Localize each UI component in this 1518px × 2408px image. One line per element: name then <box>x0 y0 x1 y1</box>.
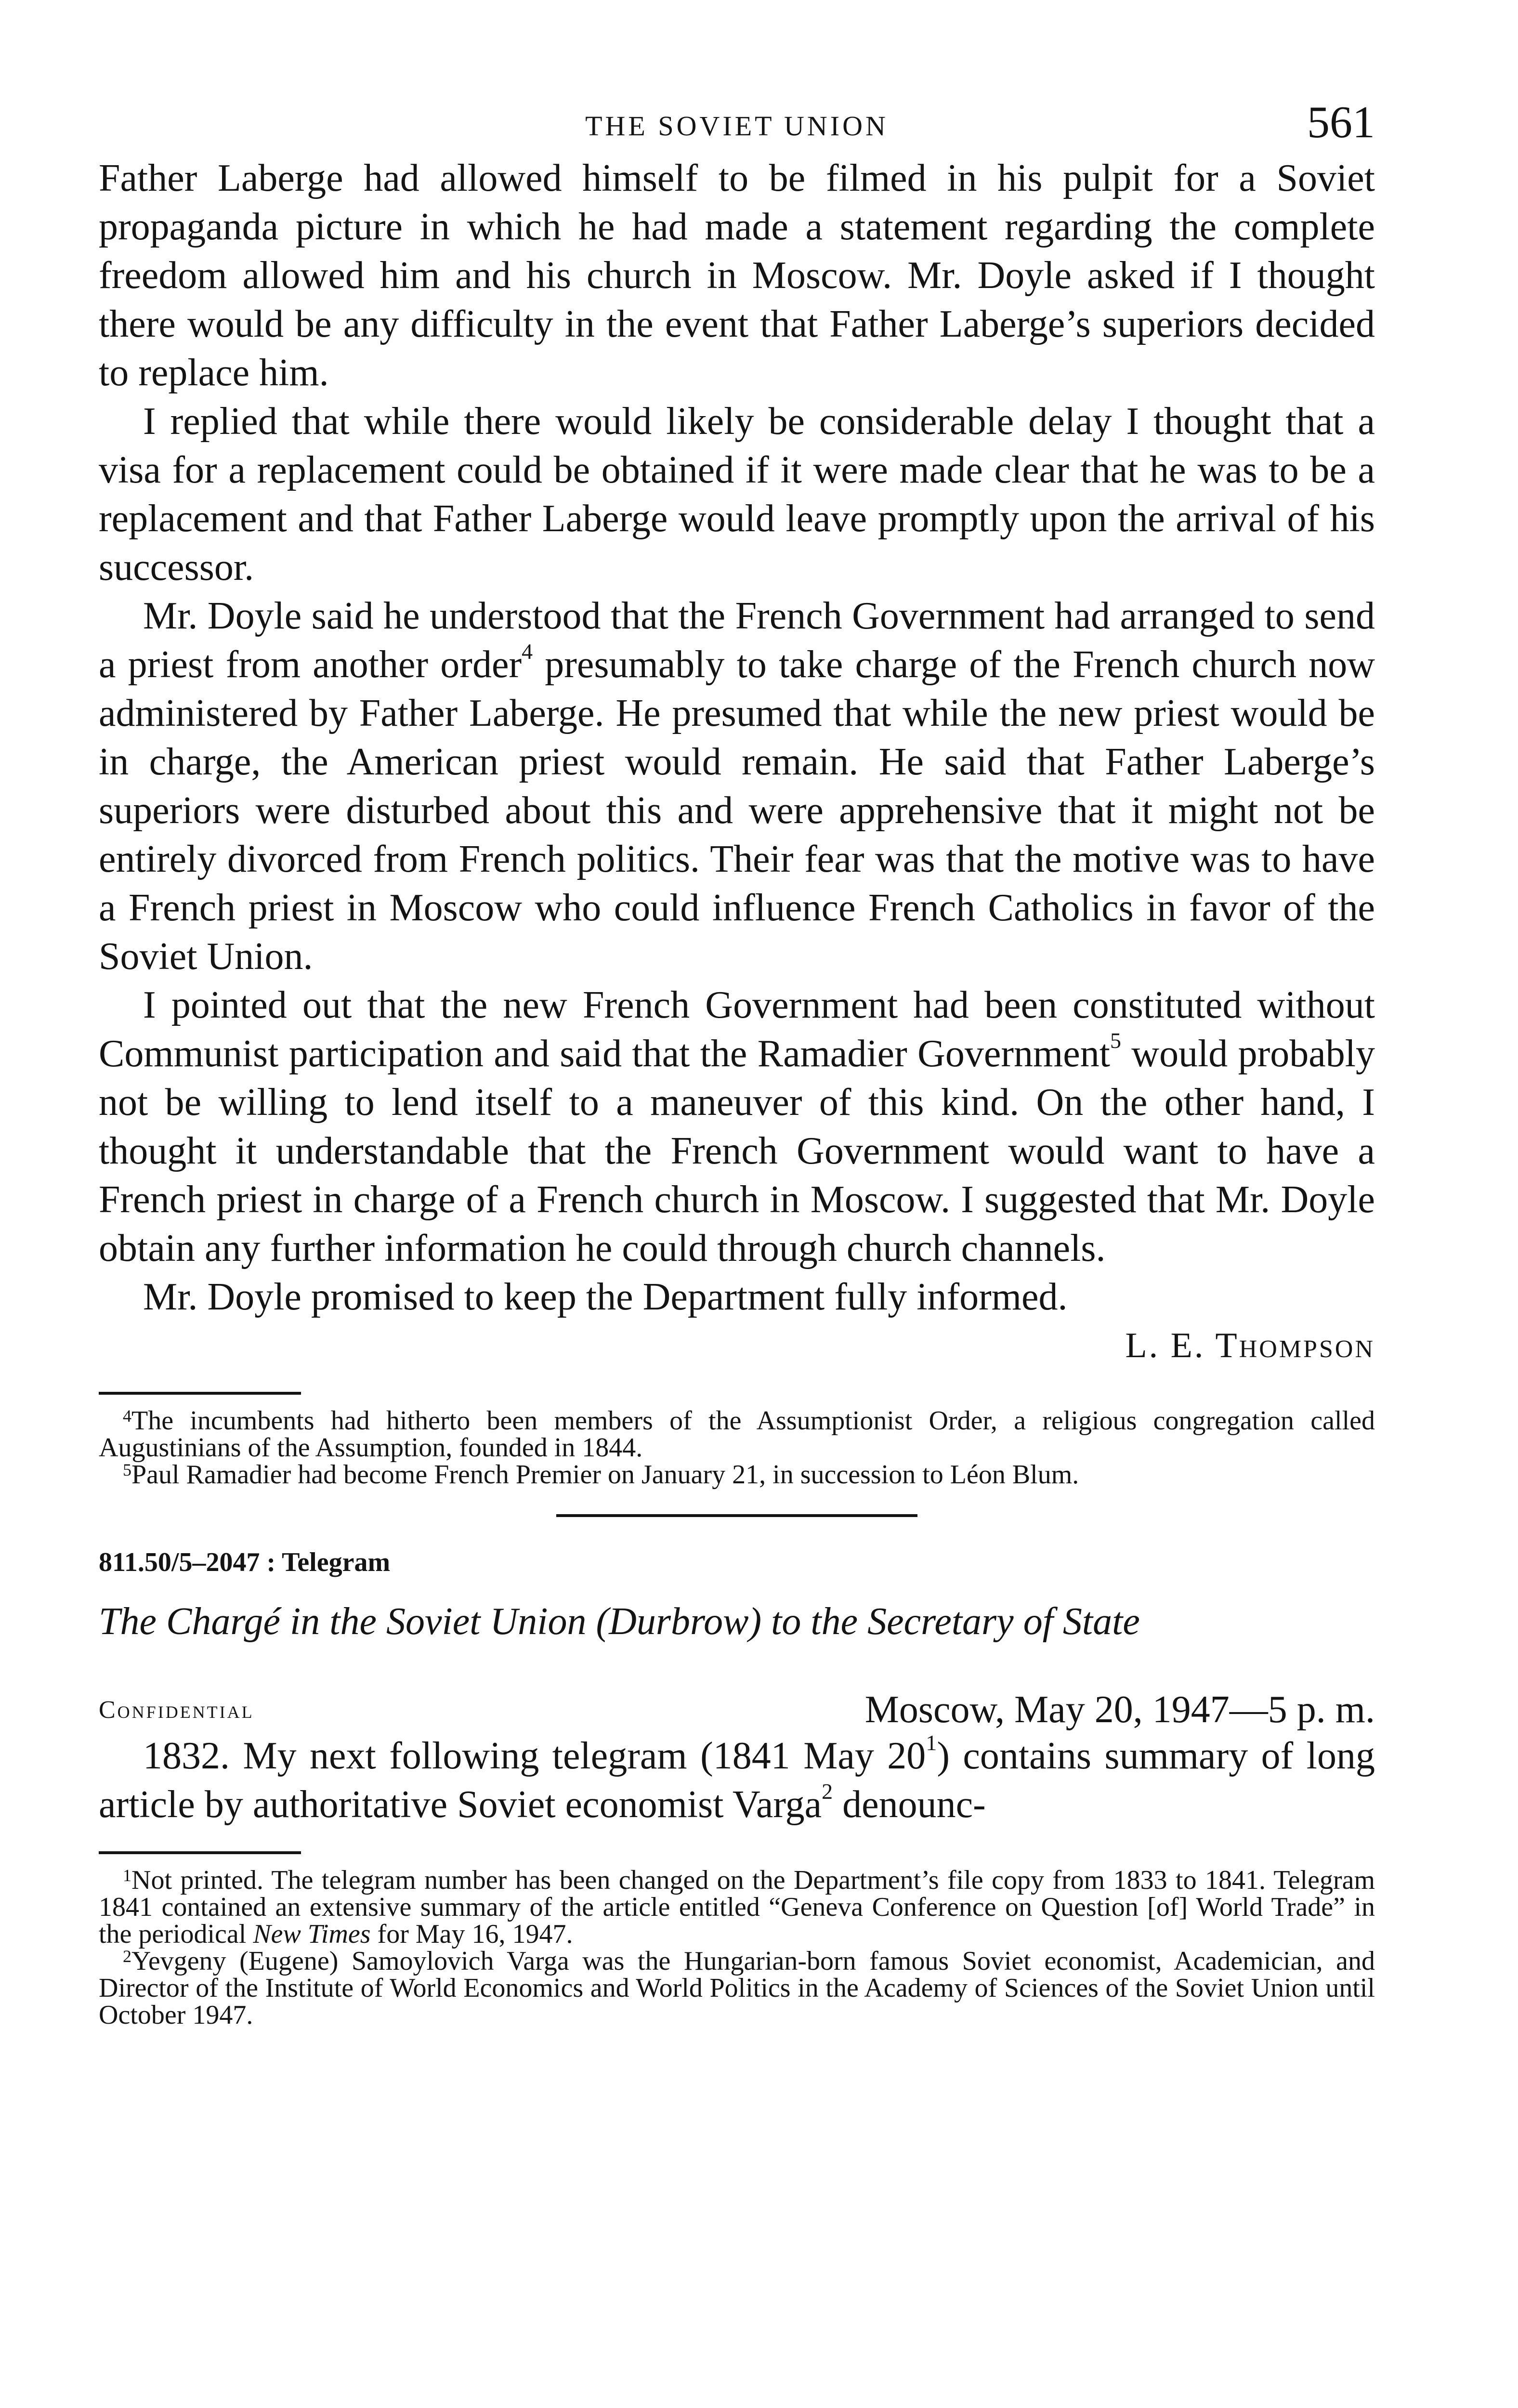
footnote-ref-1: 1 <box>926 1730 937 1755</box>
document-title: The Chargé in the Soviet Union (Durbrow) to the Secretary of State <box>99 1600 1140 1643</box>
footnote-4-text: The incumbents had hitherto been members of the Assumptionist Order, a religious congregation called Augustinians of the Assumption, founded in 1844. <box>99 1406 1375 1463</box>
running-title: THE SOVIET UNION <box>585 110 889 142</box>
paragraph-1: Father Laberge had allowed himself to be filmed in his pulpit for a Soviet propaganda picture in which he had made a statement regarding the complete freedom allowed him and his church in Moscow. Mr. Doyle asked if I thought there would be any difficulty in the event that Father Laberge’s superiors decided to replace him. <box>99 157 1375 394</box>
page-number: 561 <box>1307 97 1375 147</box>
paragraph-4-text-b: would probably not be willing to lend itself to a maneuver of this kind. On the other hand, I thought it understandable that the French Government would want to have a French priest in charge of a French church in Moscow. I suggested that Mr. Doyle obtain any further information he could through church channels. <box>99 1033 1375 1269</box>
file-reference: 811.50/5–2047 : Telegram <box>99 1547 391 1577</box>
footnote-rule-2 <box>99 1851 301 1854</box>
running-header <box>99 96 1375 154</box>
footnotes-first <box>99 1407 1375 1488</box>
page <box>99 96 1375 2028</box>
footnote-5-mark: 5 <box>123 1460 131 1479</box>
footnote-ref-4: 4 <box>522 639 533 664</box>
footnote-4 <box>99 1407 1375 1461</box>
paragraph-4-text-a: I pointed out that the new French Government had been constituted without Communist participation and said that the Ramadier Government <box>99 984 1375 1075</box>
signature: L. E. Thompson <box>1125 1326 1375 1365</box>
section-divider <box>556 1514 917 1517</box>
footnote-1-mark: 1 <box>123 1866 131 1885</box>
footnote-5 <box>99 1461 1375 1488</box>
paragraph-5: Mr. Doyle promised to keep the Department fully informed. <box>143 1276 1068 1318</box>
footnote-rule <box>99 1392 301 1395</box>
paragraph-3-text-a: Mr. Doyle said he understood that the French Government had arranged to send a priest from another order <box>99 595 1375 686</box>
footnote-5-text: Paul Ramadier had become French Premier on January 21, in succession to Léon Blum. <box>131 1460 1079 1490</box>
paragraph-2: I replied that while there would likely be considerable delay I thought that a visa for a replacement could be obtained if it were made clear that he was to be a replacement and that Father Laberge would leave promptly upon the arrival of his successor. <box>99 400 1375 589</box>
footnote-2-text: Yevgeny (Eugene) Samoylovich Varga was the Hungarian-born famous Soviet economist, Academician, and Director of the Institute of World Economics and World Politics in the Academy of Sciences of the Soviet Union until October 1947. <box>99 1946 1375 2030</box>
footnote-ref-2: 2 <box>822 1779 833 1804</box>
place-date: Moscow, May 20, 1947—5 p. m. <box>864 1688 1375 1731</box>
telegram-text-a: 1832. My next following telegram (1841 May 20 <box>143 1735 926 1777</box>
footnote-1-text-a: Not printed. The telegram number has been changed on the Department’s file copy from 1833 to 1841. Telegram 1841 contained an extensive summary of the article entitled “Geneva Conference on Question [of] World Trade” in the periodical <box>99 1865 1375 1949</box>
body-text <box>99 154 1375 1370</box>
footnote-4-mark: 4 <box>123 1406 131 1426</box>
footnote-1-text-b: for May 16, 1947. <box>370 1919 573 1949</box>
telegram-text-b: ) contains summary of long article by authoritative Soviet economist Varga <box>99 1735 1375 1826</box>
footnote-ref-5: 5 <box>1110 1028 1121 1053</box>
footnote-2-mark: 2 <box>123 1947 131 1966</box>
footnote-1-periodical: New Times <box>253 1919 371 1949</box>
paragraph-4 <box>99 981 1375 1273</box>
paragraph-3 <box>99 592 1375 981</box>
classification-label: Confidential <box>99 1696 254 1724</box>
telegram-text <box>99 1732 1375 1829</box>
telegram-text-c: denounc- <box>833 1783 986 1826</box>
footnote-1 <box>99 1867 1375 1948</box>
paragraph-3-text-b: presumably to take charge of the French church now administered by Father Laberge. He presumed that while the new priest would be in charge, the American priest would remain. He said that Father Laberge’s superiors were disturbed about this and were apprehensive that it might not be entirely divorced from French politics. Their fear was that the motive was to have a French priest in Moscow who could influence French Catholics in favor of the Soviet Union. <box>99 643 1375 978</box>
dateline <box>99 1682 1375 1732</box>
footnote-2 <box>99 1948 1375 2028</box>
footnotes-second <box>99 1867 1375 2028</box>
telegram-paragraph <box>99 1732 1375 1829</box>
